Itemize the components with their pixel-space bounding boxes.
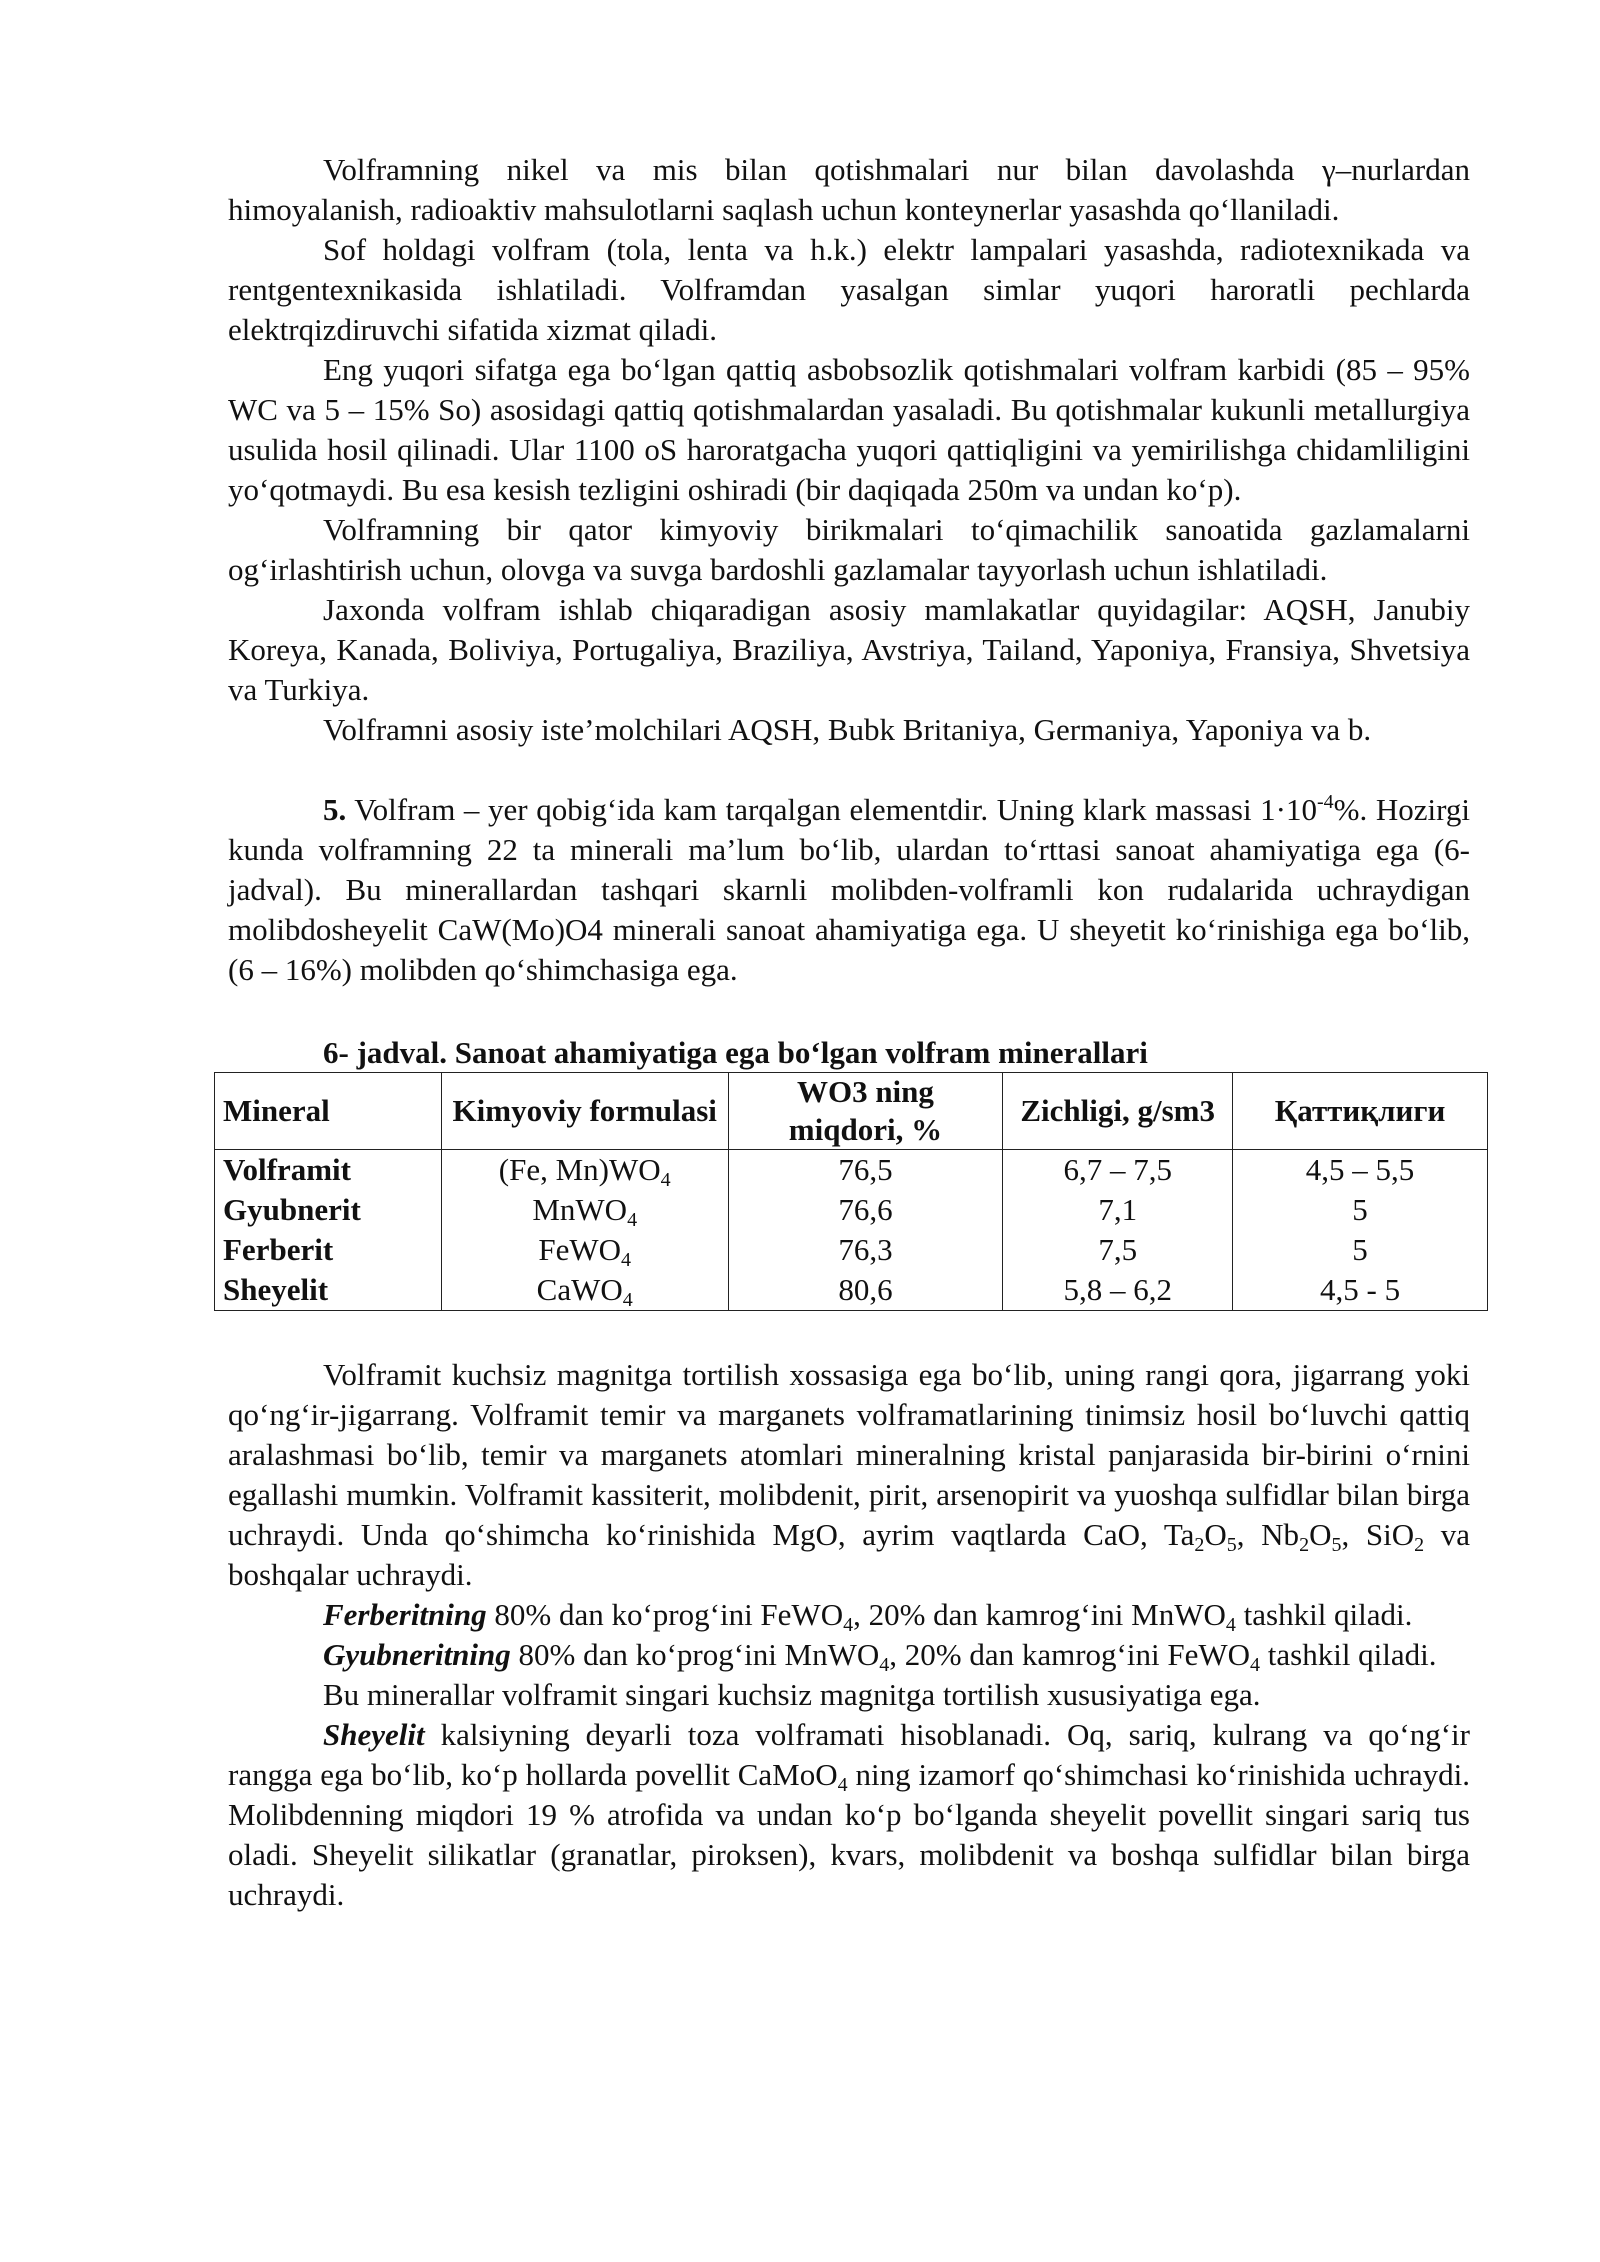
cell-density: 6,7 – 7,5 <box>1003 1150 1233 1191</box>
minerals-table <box>214 1072 1488 1311</box>
paragraph-hard-alloys: Eng yuqori sifatga ega bo‘lgan qattiq asbobsozlik qotishmalari volfram karbidi (85 – 95% WC va 5 – 15% So) asosidagi qattiq qotishmalardan yasaladi. Bu qotishmalar kukunli metallurgiya usulida hosil qilinadi. Ular 1100 oS haroratgacha yuqori qattiqligini va yemirilishga chidamliligini yo‘qotmaydi. Bu esa kesish tezligini oshiradi (bir daqiqada 250m va undan ko‘p). <box>228 352 1470 507</box>
cell-mineral: Sheyelit <box>215 1270 442 1311</box>
cell-formula: MnWO$_4$ <box>441 1190 728 1230</box>
cell-mineral: Ferberit <box>215 1230 442 1270</box>
header-hardness: Қаттиқлиги <box>1233 1073 1488 1150</box>
paragraph-textile-use: Volframning bir qator kimyoviy birikmalari to‘qimachilik sanoatida gazlamalarni og‘irlashtirish uchun, olovga va suvga bardoshli gazlamalar tayyorlash uchun ishlatiladi. <box>228 512 1470 587</box>
header-mineral: Mineral <box>215 1073 442 1150</box>
paragraph-nickel-copper-alloys: Volframning nikel va mis bilan qotishmalari nur bilan davolashda γ–nurlardan himoyalanish, radioaktiv mahsulotlarni saqlash uchun konteynerlar yasashda qo‘llaniladi. <box>228 152 1470 227</box>
cell-mineral: Gyubnerit <box>215 1190 442 1230</box>
term-ferberit: Ferberitning <box>323 1597 487 1632</box>
paragraph-ferberit: Ferberitning 80% dan ko‘prog‘ini FeWO$_4$, 20% dan kamrog‘ini MnWO$_4$ tashkil qiladi. <box>323 1597 1413 1636</box>
paragraph-consumers: Volframni asosiy iste’molchilari AQSH, Bubk Britaniya, Germaniya, Yaponiya va b. <box>323 712 1372 747</box>
paragraph-producer-countries: Jaxonda volfram ishlab chiqaradigan asosiy mamlakatlar quyidagilar: AQSH, Janubiy Koreya, Kanada, Boliviya, Portugaliya, Braziliya, Avstriya, Tailand, Yaponiya, Fransiya, Shvetsiya va Turkiya. <box>228 592 1470 707</box>
cell-wo3: 76,6 <box>728 1190 1003 1230</box>
table-row <box>215 1270 1488 1311</box>
cell-formula: FeWO$_4$ <box>441 1230 728 1270</box>
document-page <box>223 150 1471 1915</box>
term-gyubnerit: Gyubneritning <box>323 1637 511 1672</box>
section-number: 5. <box>323 792 347 827</box>
cell-wo3: 76,3 <box>728 1230 1003 1270</box>
cell-hardness: 5 <box>1233 1230 1488 1270</box>
cell-formula: (Fe, $Mn)WO_4$ <box>441 1150 728 1191</box>
table-row <box>215 1150 1488 1191</box>
table-row <box>215 1190 1488 1230</box>
paragraph-gyubnerit: Gyubneritning 80% dan ko‘prog‘ini MnWO$_4$, 20% dan kamrog‘ini FeWO$_4$ tashkil qiladi. <box>323 1637 1437 1676</box>
cell-hardness: 4,5 - 5 <box>1233 1270 1488 1311</box>
cell-wo3: 76,5 <box>728 1150 1003 1191</box>
table-header-row <box>215 1073 1488 1150</box>
paragraph-magnetic-property: Bu minerallar volframit singari kuchsiz magnitga tortilish xususiyatiga ega. <box>323 1677 1261 1712</box>
cell-formula: CaWO$_4$ <box>441 1270 728 1311</box>
cell-hardness: 5 <box>1233 1190 1488 1230</box>
header-wo3: WO3 ning miqdori, % <box>728 1073 1003 1150</box>
cell-hardness: 4,5 – 5,5 <box>1233 1150 1488 1191</box>
cell-wo3: 80,6 <box>728 1270 1003 1311</box>
paragraph-pure-tungsten: Sof holdagi volfram (tola, lenta va h.k.) elektr lampalari yasashda, radiotexnikada va rentgentexnikasida ishlatiladi. Volframdan yasalgan simlar yuqori haroratli pechlarda elektrqizdiruvchi sifatida xizmat qiladi. <box>228 232 1470 347</box>
paragraph-volframit: Volframit kuchsiz magnitga tortilish xossasiga ega bo‘lib, uning rangi qora, jigarrang yoki qo‘ng‘ir-jigarrang. Volframit temir va marganets volframatlarining tinimsiz hosil bo‘luvchi qattiq aralashmasi bo‘lib, temir va marganets atomlari mineralning kristal panjarasida bir-birini o‘rnini egallashi mumkin. Volframit kassiterit, molibdenit, pirit, arsenopirit va yuoshqa sulfidlar bilan birga uchraydi. Unda qo‘shimcha ko‘rinishida MgO, ayrim vaqtlarda CaO, $Ta_2O_5$, $Nb_2O_5$, SiO$_2$ va boshqalar uchraydi. <box>228 1357 1471 1592</box>
header-density: Zichligi, g/sm3 <box>1003 1073 1233 1150</box>
header-formula: Kimyoviy formulasi <box>441 1073 728 1150</box>
paragraph-section-5: 5. Volfram – yer qobig‘ida kam tarqalgan elementdir. Uning klark massasi $1\cdot 10^{-4}\%$. Hozirgi kunda volframning 22 ta minerali ma’lum bo‘lib, ulardan to‘rttasi sanoat ahamiyatiga ega (6-jadval). Bu minerallardan tashqari skarnli molibden-volframli kon rudalarida uchraydigan molibdosheyelit CaW(Mo)O4 minerali sanoat ahamiyatiga ega. U sheyetit ko‘rinishiga ega bo‘lib, (6 – 16%) molibden qo‘shimchasiga ega. <box>228 791 1470 987</box>
term-sheyelit: Sheyelit <box>323 1717 425 1752</box>
cell-mineral: Volframit <box>215 1150 442 1191</box>
table-row <box>215 1230 1488 1270</box>
cell-density: 7,1 <box>1003 1190 1233 1230</box>
paragraph-sheyelit: Sheyelit kalsiyning deyarli toza volframati hisoblanadi. Oq, sariq, kulrang va qo‘ng‘ir rangga ega bo‘lib, ko‘p hollarda povellit CaMoO$_4$ ning izamorf qo‘shimchasi ko‘rinishida uchraydi. Molibdenning miqdori 19 % atrofida va undan ko‘p bo‘lganda sheyelit povellit singari sariq tus oladi. Sheyelit silikatlar (granatlar, piroksen), kvars, molibdenit va boshqa sulfidlar bilan birga uchraydi. <box>228 1717 1471 1912</box>
table-caption: 6- jadval. Sanoat ahamiyatiga ega bo‘lgan volfram minerallari <box>323 1035 1148 1070</box>
cell-density: 7,5 <box>1003 1230 1233 1270</box>
cell-density: 5,8 – 6,2 <box>1003 1270 1233 1311</box>
